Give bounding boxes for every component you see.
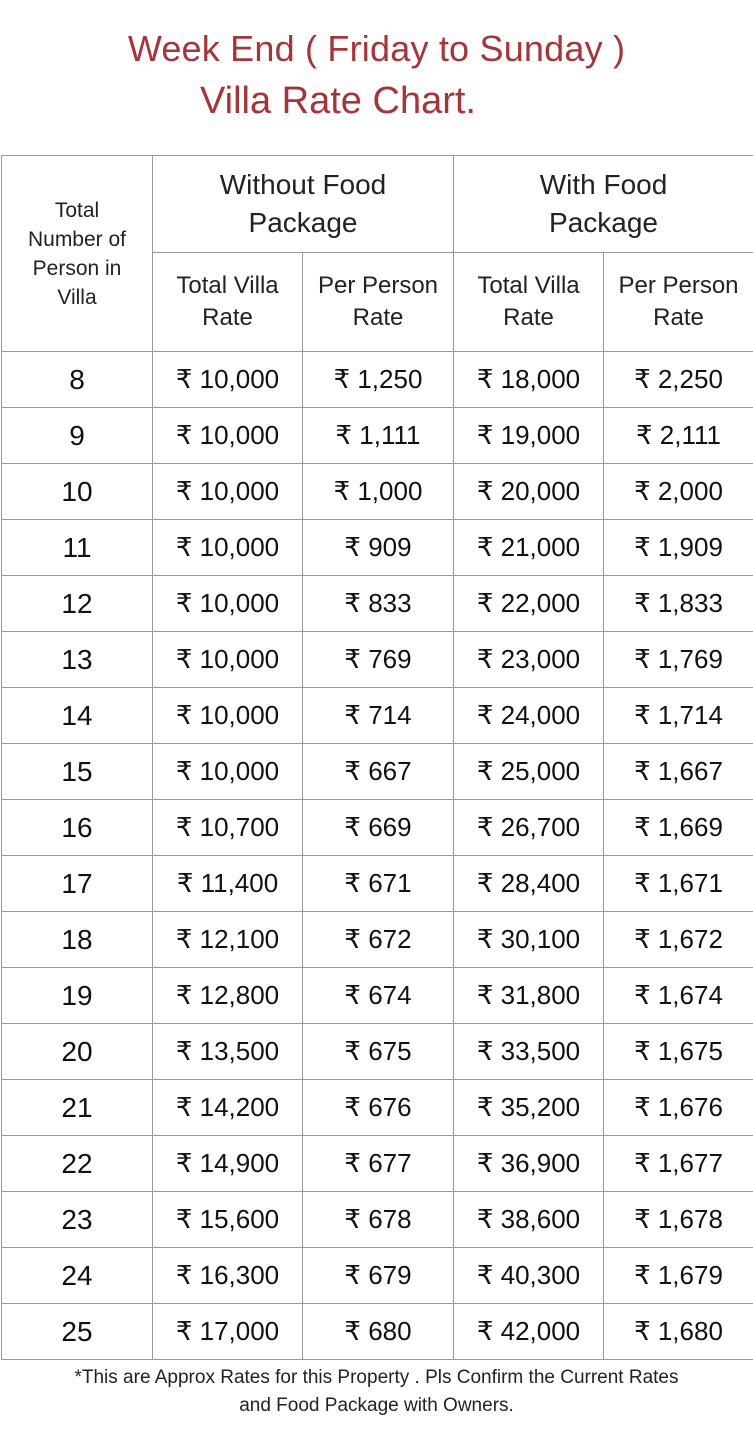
footer-line-1: *This are Approx Rates for this Property . Pls Confirm the Current Rates [74,1367,679,1388]
with-food-total-cell: ₹ 26,700 [454,800,604,856]
without-food-total-cell: ₹ 10,700 [153,800,303,856]
persons-cell: 15 [2,744,153,800]
with-food-total-cell: ₹ 21,000 [454,520,604,576]
without-food-per-person-cell: ₹ 833 [303,576,454,632]
table-row [2,408,753,464]
without-food-per-person-cell: ₹ 674 [303,968,454,1024]
without-food-total-cell: ₹ 10,000 [153,352,303,408]
with-food-per-person-cell: ₹ 1,714 [604,688,753,744]
title-weekend: Week End ( Friday to Sunday ) [127,28,626,69]
persons-cell: 21 [2,1080,153,1136]
with-food-total-cell: ₹ 24,000 [454,688,604,744]
with-food-total-cell: ₹ 18,000 [454,352,604,408]
persons-cell: 24 [2,1248,153,1304]
with-food-per-person-cell: ₹ 1,678 [604,1192,753,1248]
footer-line-2: and Food Package with Owners. [239,1395,514,1416]
header-with-food [454,156,753,253]
table-row [2,688,753,744]
rate-table [1,155,753,1360]
without-food-per-person-cell: ₹ 669 [303,800,454,856]
persons-cell: 19 [2,968,153,1024]
persons-cell: 17 [2,856,153,912]
without-food-total-cell: ₹ 14,200 [153,1080,303,1136]
without-food-total-cell: ₹ 16,300 [153,1248,303,1304]
with-food-total-cell: ₹ 42,000 [454,1304,604,1360]
without-food-total-cell: ₹ 10,000 [153,520,303,576]
with-food-total-cell: ₹ 25,000 [454,744,604,800]
with-food-per-person-cell: ₹ 2,000 [604,464,753,520]
without-food-per-person-cell: ₹ 676 [303,1080,454,1136]
header-w-per-text: Per Person Rate [618,272,739,331]
table-row [2,464,753,520]
header-wo-total-villa-rate [153,253,303,352]
table-row [2,968,753,1024]
table-row [2,352,753,408]
header-w-per-person-rate [604,253,753,352]
persons-cell: 23 [2,1192,153,1248]
table-row [2,1136,753,1192]
header-without-food [153,156,454,253]
table-row [2,520,753,576]
with-food-total-cell: ₹ 38,600 [454,1192,604,1248]
with-food-total-cell: ₹ 40,300 [454,1248,604,1304]
header-without-food-text: Without Food Package [219,169,387,238]
table-row [2,1248,753,1304]
header-w-total-villa-rate [454,253,604,352]
table-row [2,1080,753,1136]
persons-cell: 14 [2,688,153,744]
persons-cell: 12 [2,576,153,632]
header-with-food-text: With Food Package [539,169,668,238]
without-food-total-cell: ₹ 11,400 [153,856,303,912]
header-w-total-text: Total Villa Rate [477,272,580,331]
without-food-per-person-cell: ₹ 909 [303,520,454,576]
without-food-per-person-cell: ₹ 1,111 [303,408,454,464]
without-food-per-person-cell: ₹ 667 [303,744,454,800]
title-block [0,0,753,155]
persons-cell: 16 [2,800,153,856]
header-wo-total-text: Total Villa Rate [176,272,279,331]
without-food-total-cell: ₹ 12,100 [153,912,303,968]
table-row [2,856,753,912]
without-food-total-cell: ₹ 12,800 [153,968,303,1024]
without-food-per-person-cell: ₹ 679 [303,1248,454,1304]
with-food-total-cell: ₹ 31,800 [454,968,604,1024]
header-persons [2,156,153,352]
persons-cell: 25 [2,1304,153,1360]
without-food-per-person-cell: ₹ 1,250 [303,352,454,408]
without-food-total-cell: ₹ 10,000 [153,464,303,520]
persons-cell: 20 [2,1024,153,1080]
persons-cell: 9 [2,408,153,464]
with-food-per-person-cell: ₹ 1,669 [604,800,753,856]
with-food-per-person-cell: ₹ 2,111 [604,408,753,464]
table-row [2,912,753,968]
with-food-per-person-cell: ₹ 1,676 [604,1080,753,1136]
without-food-total-cell: ₹ 10,000 [153,688,303,744]
with-food-per-person-cell: ₹ 1,679 [604,1248,753,1304]
with-food-per-person-cell: ₹ 2,250 [604,352,753,408]
table-row [2,1024,753,1080]
with-food-total-cell: ₹ 28,400 [454,856,604,912]
with-food-total-cell: ₹ 36,900 [454,1136,604,1192]
without-food-total-cell: ₹ 10,000 [153,576,303,632]
with-food-per-person-cell: ₹ 1,667 [604,744,753,800]
without-food-per-person-cell: ₹ 769 [303,632,454,688]
with-food-per-person-cell: ₹ 1,909 [604,520,753,576]
without-food-total-cell: ₹ 17,000 [153,1304,303,1360]
with-food-per-person-cell: ₹ 1,675 [604,1024,753,1080]
with-food-total-cell: ₹ 20,000 [454,464,604,520]
without-food-total-cell: ₹ 13,500 [153,1024,303,1080]
table-row [2,800,753,856]
table-row [2,632,753,688]
with-food-per-person-cell: ₹ 1,769 [604,632,753,688]
table-row [2,1304,753,1360]
title-villa-rate-chart: Villa Rate Chart. [200,80,476,122]
with-food-total-cell: ₹ 22,000 [454,576,604,632]
persons-cell: 18 [2,912,153,968]
header-wo-per-text: Per Person Rate [317,272,439,331]
persons-cell: 13 [2,632,153,688]
without-food-per-person-cell: ₹ 714 [303,688,454,744]
with-food-per-person-cell: ₹ 1,674 [604,968,753,1024]
without-food-total-cell: ₹ 10,000 [153,744,303,800]
table-row [2,1192,753,1248]
with-food-total-cell: ₹ 19,000 [454,408,604,464]
footer-note [0,1364,753,1420]
persons-cell: 11 [2,520,153,576]
without-food-per-person-cell: ₹ 680 [303,1304,454,1360]
without-food-per-person-cell: ₹ 1,000 [303,464,454,520]
without-food-total-cell: ₹ 10,000 [153,632,303,688]
table-row [2,744,753,800]
header-wo-per-person-rate [303,253,454,352]
without-food-total-cell: ₹ 10,000 [153,408,303,464]
with-food-per-person-cell: ₹ 1,677 [604,1136,753,1192]
with-food-per-person-cell: ₹ 1,680 [604,1304,753,1360]
with-food-total-cell: ₹ 33,500 [454,1024,604,1080]
persons-cell: 8 [2,352,153,408]
with-food-total-cell: ₹ 35,200 [454,1080,604,1136]
persons-cell: 22 [2,1136,153,1192]
with-food-per-person-cell: ₹ 1,672 [604,912,753,968]
rate-table-body [2,352,753,1360]
without-food-per-person-cell: ₹ 672 [303,912,454,968]
without-food-total-cell: ₹ 14,900 [153,1136,303,1192]
table-row [2,576,753,632]
without-food-per-person-cell: ₹ 671 [303,856,454,912]
without-food-per-person-cell: ₹ 678 [303,1192,454,1248]
with-food-total-cell: ₹ 30,100 [454,912,604,968]
with-food-total-cell: ₹ 23,000 [454,632,604,688]
with-food-per-person-cell: ₹ 1,671 [604,856,753,912]
without-food-per-person-cell: ₹ 677 [303,1136,454,1192]
persons-cell: 10 [2,464,153,520]
header-persons-text: Total Number of Person in Villa [27,198,127,309]
without-food-per-person-cell: ₹ 675 [303,1024,454,1080]
with-food-per-person-cell: ₹ 1,833 [604,576,753,632]
without-food-total-cell: ₹ 15,600 [153,1192,303,1248]
